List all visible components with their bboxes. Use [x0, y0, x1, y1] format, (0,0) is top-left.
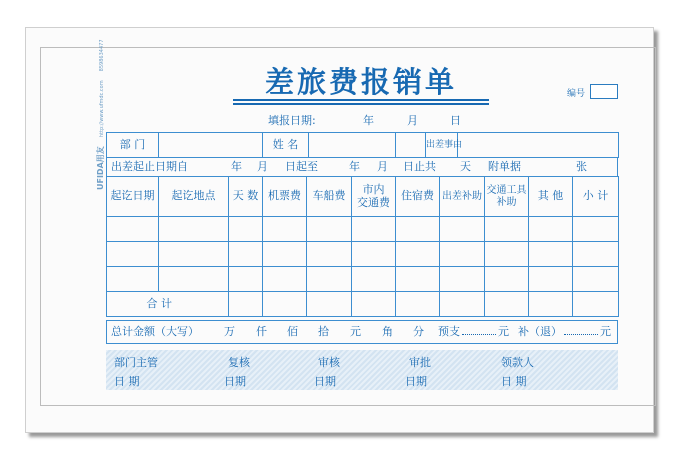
- number-field[interactable]: [590, 84, 618, 99]
- unit-qian: 仟: [256, 324, 267, 338]
- cell[interactable]: [573, 217, 619, 242]
- refund-label: 补（退）: [518, 324, 562, 338]
- amount-table: [106, 320, 618, 344]
- date-audit: 日期: [314, 375, 336, 388]
- form-title: 差旅费报销单: [264, 65, 457, 99]
- cell[interactable]: [573, 267, 619, 292]
- cell[interactable]: [263, 292, 307, 317]
- header-table: [106, 132, 619, 158]
- cell[interactable]: [440, 217, 485, 242]
- expense-row[interactable]: [107, 242, 619, 267]
- title-underline-top: [233, 99, 489, 101]
- period-year2: 年: [349, 159, 360, 173]
- title-underline-bottom: [233, 103, 489, 105]
- cell[interactable]: [307, 217, 352, 242]
- cell[interactable]: [307, 267, 352, 292]
- brand-name: UFIDA用友: [96, 146, 105, 190]
- cell[interactable]: [263, 267, 307, 292]
- sig-approve: 审批: [409, 356, 431, 369]
- brand-code: 8598634477: [99, 39, 105, 72]
- cell[interactable]: [396, 217, 440, 242]
- cell[interactable]: [573, 242, 619, 267]
- amount-label: 总计金额（大写）: [111, 324, 199, 338]
- cell[interactable]: [529, 292, 573, 317]
- department-label: 部 门: [107, 133, 159, 158]
- period-day1: 日起至: [285, 159, 318, 173]
- cell[interactable]: [485, 267, 529, 292]
- cell[interactable]: [229, 292, 263, 317]
- amount-row[interactable]: [107, 321, 618, 344]
- col-subtotal: 小 计: [573, 177, 619, 217]
- cell[interactable]: [440, 292, 485, 317]
- col-transport: 车船费: [307, 177, 352, 217]
- cell[interactable]: [263, 242, 307, 267]
- unit-wan: 万: [224, 324, 235, 338]
- period-month1: 月: [257, 159, 268, 173]
- period-month2: 月: [377, 159, 388, 173]
- date-review: 日期: [224, 375, 246, 388]
- period-sheets: 张: [576, 159, 587, 173]
- cell[interactable]: [159, 267, 229, 292]
- total-row[interactable]: [107, 292, 619, 317]
- period-table: [106, 157, 618, 177]
- name-field[interactable]: [309, 133, 396, 158]
- unit-shi: 拾: [318, 324, 329, 338]
- cell[interactable]: [159, 242, 229, 267]
- period-days: 天: [460, 159, 471, 173]
- name-label: 姓 名: [263, 133, 309, 158]
- name-field-extra[interactable]: [396, 133, 426, 158]
- advance-yuan: 元: [498, 324, 509, 338]
- cell[interactable]: [352, 242, 396, 267]
- number-label: 编号: [567, 89, 586, 99]
- cell[interactable]: [263, 217, 307, 242]
- period-start-label: 出差起止日期自: [111, 159, 188, 173]
- fill-date-month: 月: [407, 114, 418, 127]
- cell[interactable]: [529, 267, 573, 292]
- unit-bai: 佰: [287, 324, 298, 338]
- period-year1: 年: [231, 159, 242, 173]
- cell[interactable]: [440, 242, 485, 267]
- cell[interactable]: [229, 267, 263, 292]
- cell[interactable]: [440, 267, 485, 292]
- cell[interactable]: [396, 242, 440, 267]
- cell[interactable]: [485, 292, 529, 317]
- col-places: 起讫地点: [159, 177, 229, 217]
- period-attachments: 附单据: [488, 159, 521, 173]
- cell[interactable]: [107, 267, 159, 292]
- col-days: 天 数: [229, 177, 263, 217]
- reason-label: 出差事由: [426, 133, 458, 158]
- period-row[interactable]: [107, 158, 618, 177]
- cell[interactable]: [485, 242, 529, 267]
- cell[interactable]: [107, 242, 159, 267]
- cell[interactable]: [396, 267, 440, 292]
- unit-yuan: 元: [350, 324, 361, 338]
- reason-field[interactable]: [458, 133, 619, 158]
- sig-review: 复核: [228, 356, 250, 369]
- cell[interactable]: [396, 292, 440, 317]
- cell[interactable]: [529, 242, 573, 267]
- col-allowance: 出差补助: [440, 177, 485, 217]
- date-approve: 日期: [405, 375, 427, 388]
- cell[interactable]: [573, 292, 619, 317]
- advance-field[interactable]: [462, 326, 496, 335]
- cell[interactable]: [307, 292, 352, 317]
- sig-payee: 领款人: [501, 356, 534, 369]
- expense-table: [106, 176, 619, 317]
- cell[interactable]: [229, 217, 263, 242]
- cell[interactable]: [352, 217, 396, 242]
- col-airfare: 机票费: [263, 177, 307, 217]
- expense-row[interactable]: [107, 217, 619, 242]
- cell[interactable]: [352, 292, 396, 317]
- cell[interactable]: [107, 217, 159, 242]
- col-lodging: 住宿费: [396, 177, 440, 217]
- department-field[interactable]: [159, 133, 263, 158]
- brand-url: http://www.ufmdc.com: [99, 80, 105, 138]
- period-day2: 日止共: [403, 159, 436, 173]
- col-local-transport: 市内 交通费: [352, 177, 396, 217]
- signature-area: [106, 350, 618, 390]
- unit-jiao: 角: [382, 324, 393, 338]
- date-dept-head: 日 期: [114, 375, 140, 388]
- date-payee: 日 期: [501, 375, 527, 388]
- cell[interactable]: [529, 217, 573, 242]
- expense-header-row: [107, 177, 619, 217]
- cell[interactable]: [159, 217, 229, 242]
- col-vehicle-allowance: 交通工具 补助: [485, 177, 529, 217]
- advance-label: 预支: [438, 324, 460, 338]
- cell[interactable]: [307, 242, 352, 267]
- col-other: 其 他: [529, 177, 573, 217]
- unit-fen: 分: [413, 324, 424, 338]
- fill-date-label: 填报日期:: [268, 114, 316, 127]
- cell[interactable]: [485, 217, 529, 242]
- brand-strip: [88, 40, 107, 191]
- expense-row[interactable]: [107, 267, 619, 292]
- total-label: 合 计: [107, 292, 229, 317]
- col-dates: 起讫日期: [107, 177, 159, 217]
- cell[interactable]: [229, 242, 263, 267]
- cell[interactable]: [352, 267, 396, 292]
- sig-audit: 审核: [318, 356, 340, 369]
- sig-dept-head: 部门主管: [114, 356, 158, 369]
- fill-date-day: 日: [450, 114, 461, 127]
- refund-yuan: 元: [600, 324, 611, 338]
- refund-field[interactable]: [564, 326, 598, 335]
- fill-date-year: 年: [363, 114, 374, 127]
